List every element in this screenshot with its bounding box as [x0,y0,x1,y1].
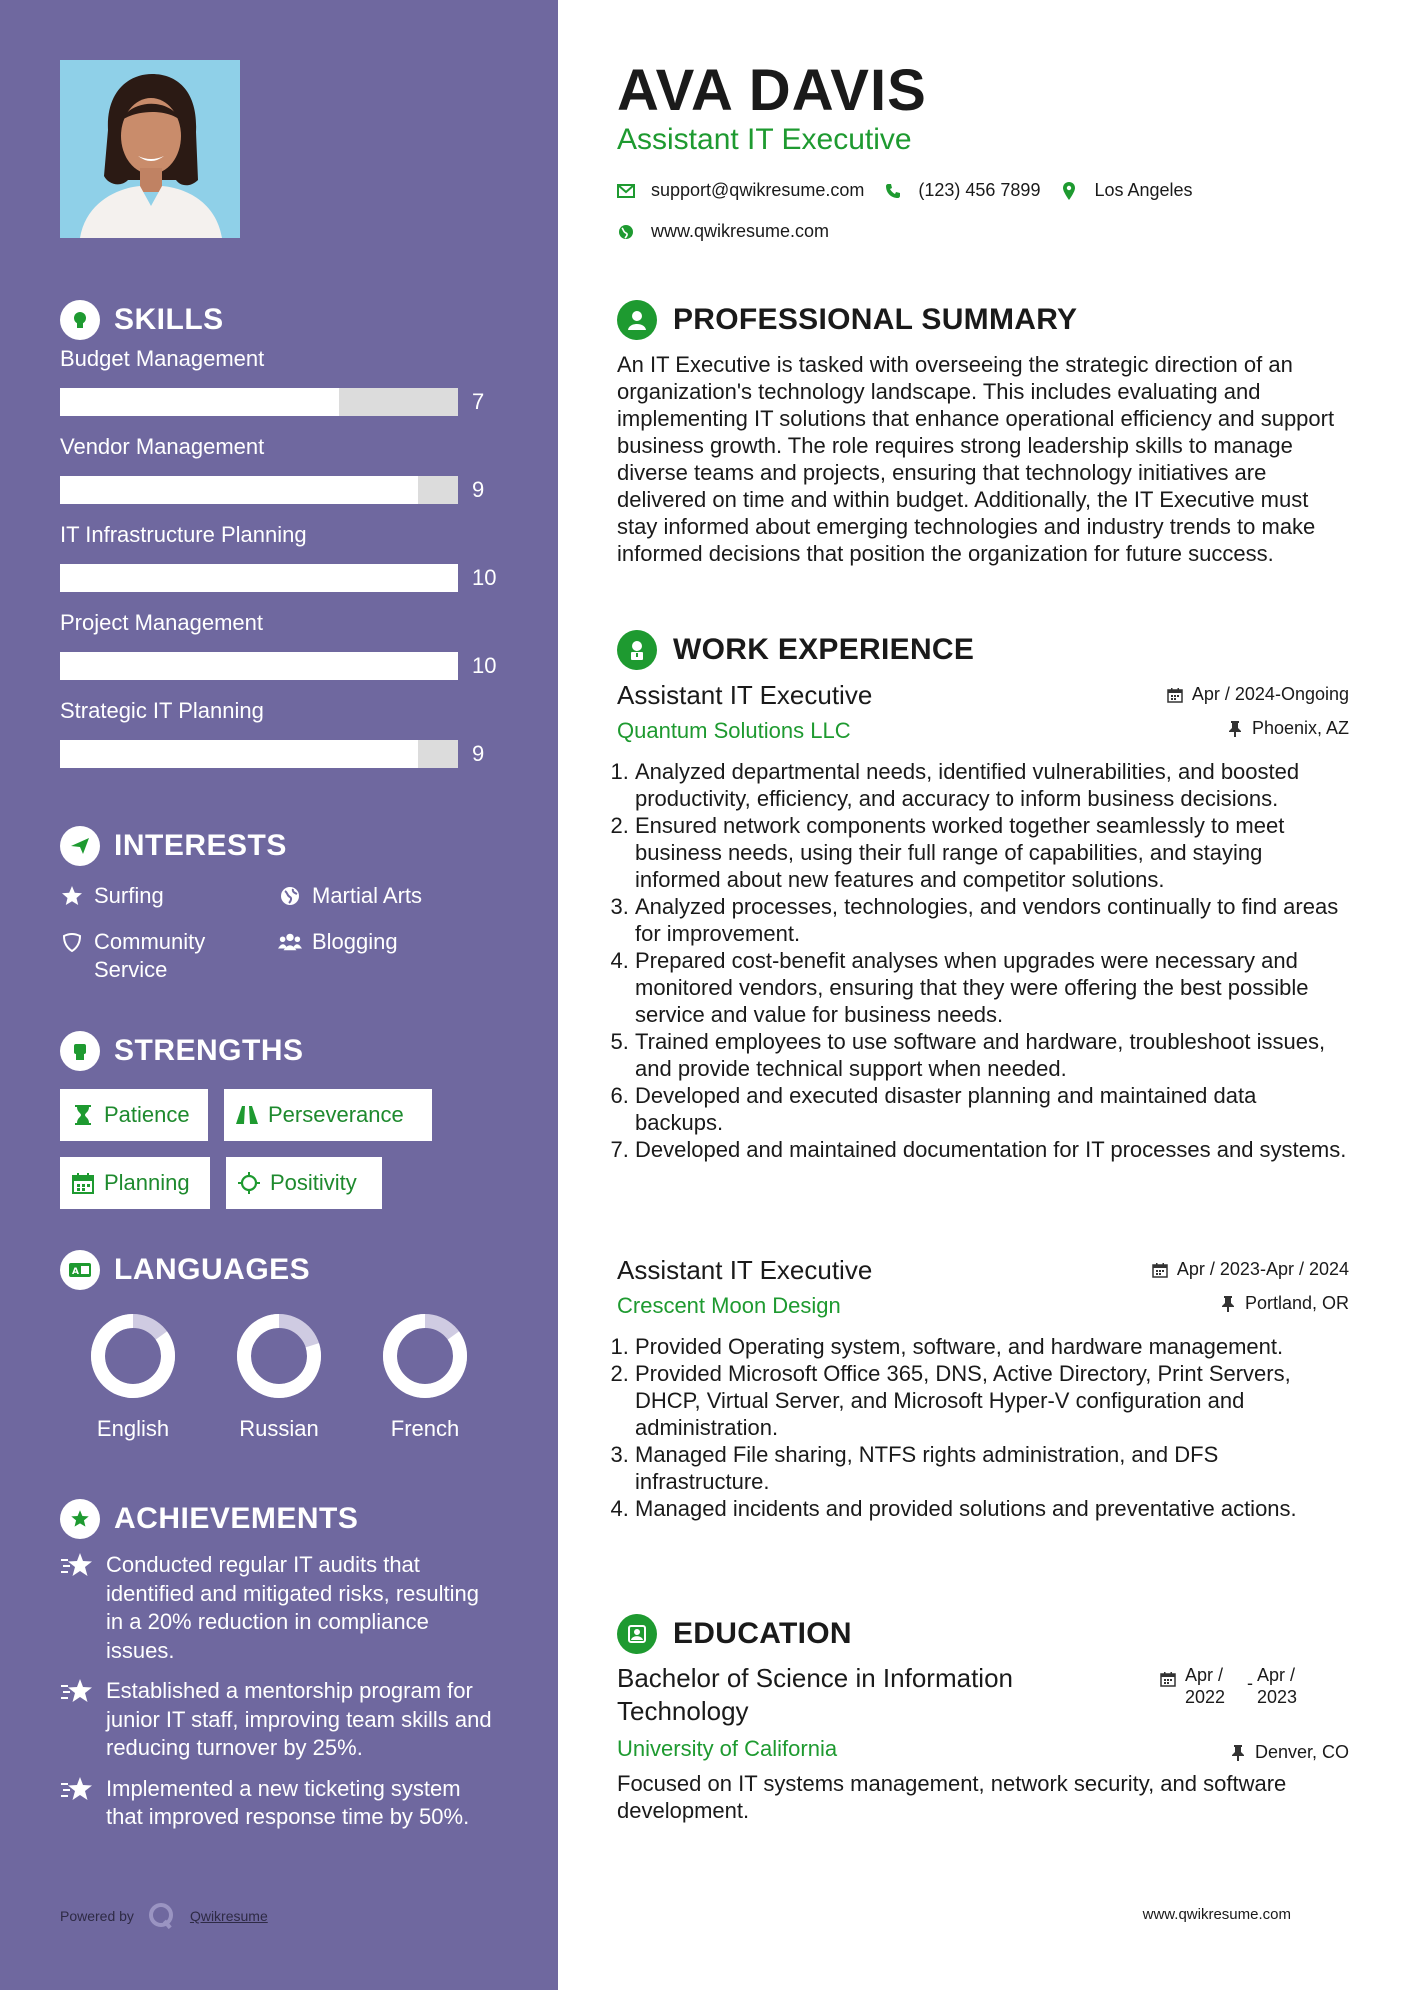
hourglass-icon [70,1102,96,1128]
language-level-ring [381,1312,469,1400]
achievement-text: Implemented a new ticketing system that improved response time by 50%. [106,1775,470,1829]
job-title: Assistant IT Executive [617,680,873,710]
skills-title: SKILLS [114,303,224,336]
star-icon [60,882,84,910]
user-icon [617,300,657,340]
achievement-text: Established a mentorship program for junior IT staff, improving team skills and reducing turnover by 25%. [106,1678,492,1760]
contact-website[interactable]: www.qwikresume.com [617,221,829,242]
powered-by: Powered by Qwikresume [60,1902,268,1930]
achievement-item [60,1551,500,1665]
language-name: English [96,1416,170,1441]
job-entry [617,1253,1349,1522]
skills-section [60,300,500,784]
job-company: Crescent Moon Design [617,1293,841,1318]
skill-bar [60,388,458,416]
interests-section [60,826,500,992]
language-level-ring [89,1312,177,1400]
qwikresume-logo-icon [148,1902,176,1930]
skill-value: 9 [472,741,485,766]
skill-item [60,608,500,696]
footer-url[interactable]: www.qwikresume.com [1142,1906,1291,1923]
contact-location: Los Angeles [1060,180,1192,201]
calendar-icon [1151,1261,1169,1279]
job-date: Apr / 2024-Ongoing [1166,684,1349,705]
languages-section [60,1250,500,1462]
achievements-heading [60,1499,500,1539]
school-name: University of California [617,1736,838,1761]
skill-value: 10 [472,653,497,678]
language-item [206,1312,352,1442]
job-bullet: 3. Analyzed processes, technologies, and vendors continually to find areas for improvement. [635,893,1349,947]
skill-item [60,432,500,520]
road-icon [234,1102,260,1128]
job-company: Quantum Solutions LLC [617,718,851,743]
candidate-name: AVA DAVIS [617,58,927,123]
languages-title: LANGUAGES [114,1253,311,1286]
language-level-ring [235,1312,323,1400]
achievement-text: Conducted regular IT audits that identified and mitigated risks, resulting in a 20% reduction in compliance issues. [106,1552,479,1663]
achievements-list [60,1551,500,1832]
language-name: Russian [239,1416,319,1441]
language-icon [60,1250,100,1290]
briefcase-icon [617,630,657,670]
strengths-heading [60,1031,500,1071]
skill-bar [60,740,458,768]
interest-item: Surfing [60,882,164,910]
language-name: French [390,1416,460,1441]
skill-bar-fill [60,652,458,680]
job-bullet: 3. Managed File sharing, NTFS rights administration, and DFS infrastructure. [635,1441,1349,1495]
fist-icon [60,1031,100,1071]
education-date-separator: - [1247,1673,1253,1693]
skill-bar-fill [60,476,418,504]
sun-icon [236,1170,262,1196]
strength-badge: Perseverance [224,1089,432,1141]
contact-row-2 [617,221,849,242]
skill-name: Budget Management [60,346,265,371]
contact-phone[interactable]: (123) 456 7899 [884,180,1040,201]
skill-item [60,520,500,608]
achievement-star-icon [60,1677,94,1707]
interest-item: Blogging [278,928,398,956]
skill-name: Project Management [60,610,263,635]
skills-heading [60,300,500,340]
language-item [352,1312,498,1442]
experience-heading: WORK EXPERIENCE [617,630,974,670]
graduation-icon [617,1614,657,1654]
pushpin-icon [1229,1744,1247,1762]
phone-icon [884,182,902,200]
trophy-star-icon [60,1499,100,1539]
strengths-list [60,1089,500,1219]
interest-item: Martial Arts [278,882,422,910]
job-bullet: 2. Ensured network components worked together seamlessly to meet business needs, using their full range of capabilities, and staying informed about new features and competitor solutions. [635,812,1349,893]
job-location: Portland, OR [1219,1293,1349,1314]
pushpin-icon [1226,720,1244,738]
calendar-icon [1159,1670,1177,1688]
achievements-title: ACHIEVEMENTS [114,1502,359,1535]
job-bullet: 7. Developed and maintained documentation for IT processes and systems. [635,1136,1349,1163]
main-content [617,0,1349,1990]
skill-bar-fill [60,388,339,416]
interests-heading [60,826,500,866]
job-bullet: 4. Prepared cost-benefit analyses when upgrades were necessary and monitored vendors, ensuring that they were offering the best possible service and value for business needs. [635,947,1349,1028]
contact-email[interactable]: support@qwikresume.com [617,180,864,201]
job-bullet: 6. Developed and executed disaster planning and maintained data backups. [635,1082,1349,1136]
calendar-icon [70,1170,96,1196]
skill-value: 9 [472,477,485,502]
strength-badge: Patience [60,1089,208,1141]
job-bullets [617,1333,1349,1522]
contact-row [617,180,1213,201]
job-bullet: 5. Trained employees to use software and hardware, troubleshoot issues, and provide technical support when needed. [635,1028,1349,1082]
job-location: Phoenix, AZ [1226,718,1349,739]
skill-bar [60,476,458,504]
skill-item [60,344,500,432]
globe-icon [278,882,302,910]
languages-heading [60,1250,500,1290]
job-bullet: 1. Provided Operating system, software, and hardware management. [635,1333,1349,1360]
globe-icon [617,223,635,241]
achievements-section [60,1499,500,1832]
envelope-icon [617,182,635,200]
users-icon [278,928,302,956]
job-bullet: 4. Managed incidents and provided solutions and preventative actions. [635,1495,1349,1522]
strength-badge: Positivity [226,1157,382,1209]
job-date: Apr / 2023-Apr / 2024 [1151,1259,1349,1280]
job-entry [617,678,1349,1163]
skill-value: 10 [472,565,497,590]
interests-list [60,882,500,992]
skill-bar-fill [60,564,458,592]
skill-name: Strategic IT Planning [60,698,264,723]
skill-name: IT Infrastructure Planning [60,522,307,547]
sidebar [0,0,558,1990]
job-bullet: 1. Analyzed departmental needs, identified vulnerabilities, and boosted productivity, efficiency, and accuracy to inform business decisions. [635,758,1349,812]
lightbulb-icon [60,300,100,340]
skill-bar [60,652,458,680]
education-start: Apr / 2022 [1185,1665,1226,1707]
education-description: Focused on IT systems management, network security, and software development. [617,1771,1287,1823]
strength-badge: Planning [60,1157,210,1209]
skill-bar [60,564,458,592]
shield-icon [60,928,84,956]
education-entry [617,1662,1349,1824]
skill-item [60,696,500,784]
job-bullet: 2. Provided Microsoft Office 365, DNS, Active Directory, Print Servers, DHCP, Virtual Server, and Microsoft Hyper-V configuration and administration. [635,1360,1349,1441]
qwikresume-link[interactable]: Qwikresume [189,1908,268,1924]
education-end: Apr / 2023 [1257,1665,1298,1707]
achievement-item [60,1677,500,1763]
degree-title: Bachelor of Science in Information Technology [617,1663,1013,1726]
skill-name: Vendor Management [60,434,265,459]
summary-heading: PROFESSIONAL SUMMARY [617,300,1077,340]
achievement-star-icon [60,1551,94,1581]
skill-bar-fill [60,740,418,768]
education-dates [1159,1664,1317,1708]
interest-item: Community Service [60,928,260,984]
job-bullets [617,758,1349,1163]
pushpin-icon [1219,1295,1237,1313]
paper-plane-icon [60,826,100,866]
achievement-item [60,1775,500,1832]
skill-value: 7 [472,389,485,414]
summary-text: An IT Executive is tasked with overseeing the strategic direction of an organization's technology landscape. This includes evaluating and implementing IT solutions that enhance operational efficiency and support business growth. The role requires strong leadership skills to manage diverse teams and projects, ensuring that technology initiatives are delivered on time and within budget. Additionally, the IT Executive must stay informed about emerging technologies and industry trends to make informed decisions that position the organization for future success. [617,352,1335,566]
language-item [60,1312,206,1442]
education-heading: EDUCATION [617,1614,852,1654]
calendar-icon [1166,686,1184,704]
achievement-star-icon [60,1775,94,1805]
job-title: Assistant IT Executive [617,1255,873,1285]
profile-photo [60,60,240,238]
candidate-role: Assistant IT Executive [617,123,912,156]
education-location: Denver, CO [1229,1742,1349,1763]
skills-list [60,344,500,784]
interests-title: INTERESTS [114,829,287,862]
languages-list [60,1312,500,1462]
svg-text:A: A [72,1267,79,1277]
strengths-title: STRENGTHS [114,1034,304,1067]
strengths-section [60,1031,500,1219]
map-pin-icon [1060,182,1078,200]
